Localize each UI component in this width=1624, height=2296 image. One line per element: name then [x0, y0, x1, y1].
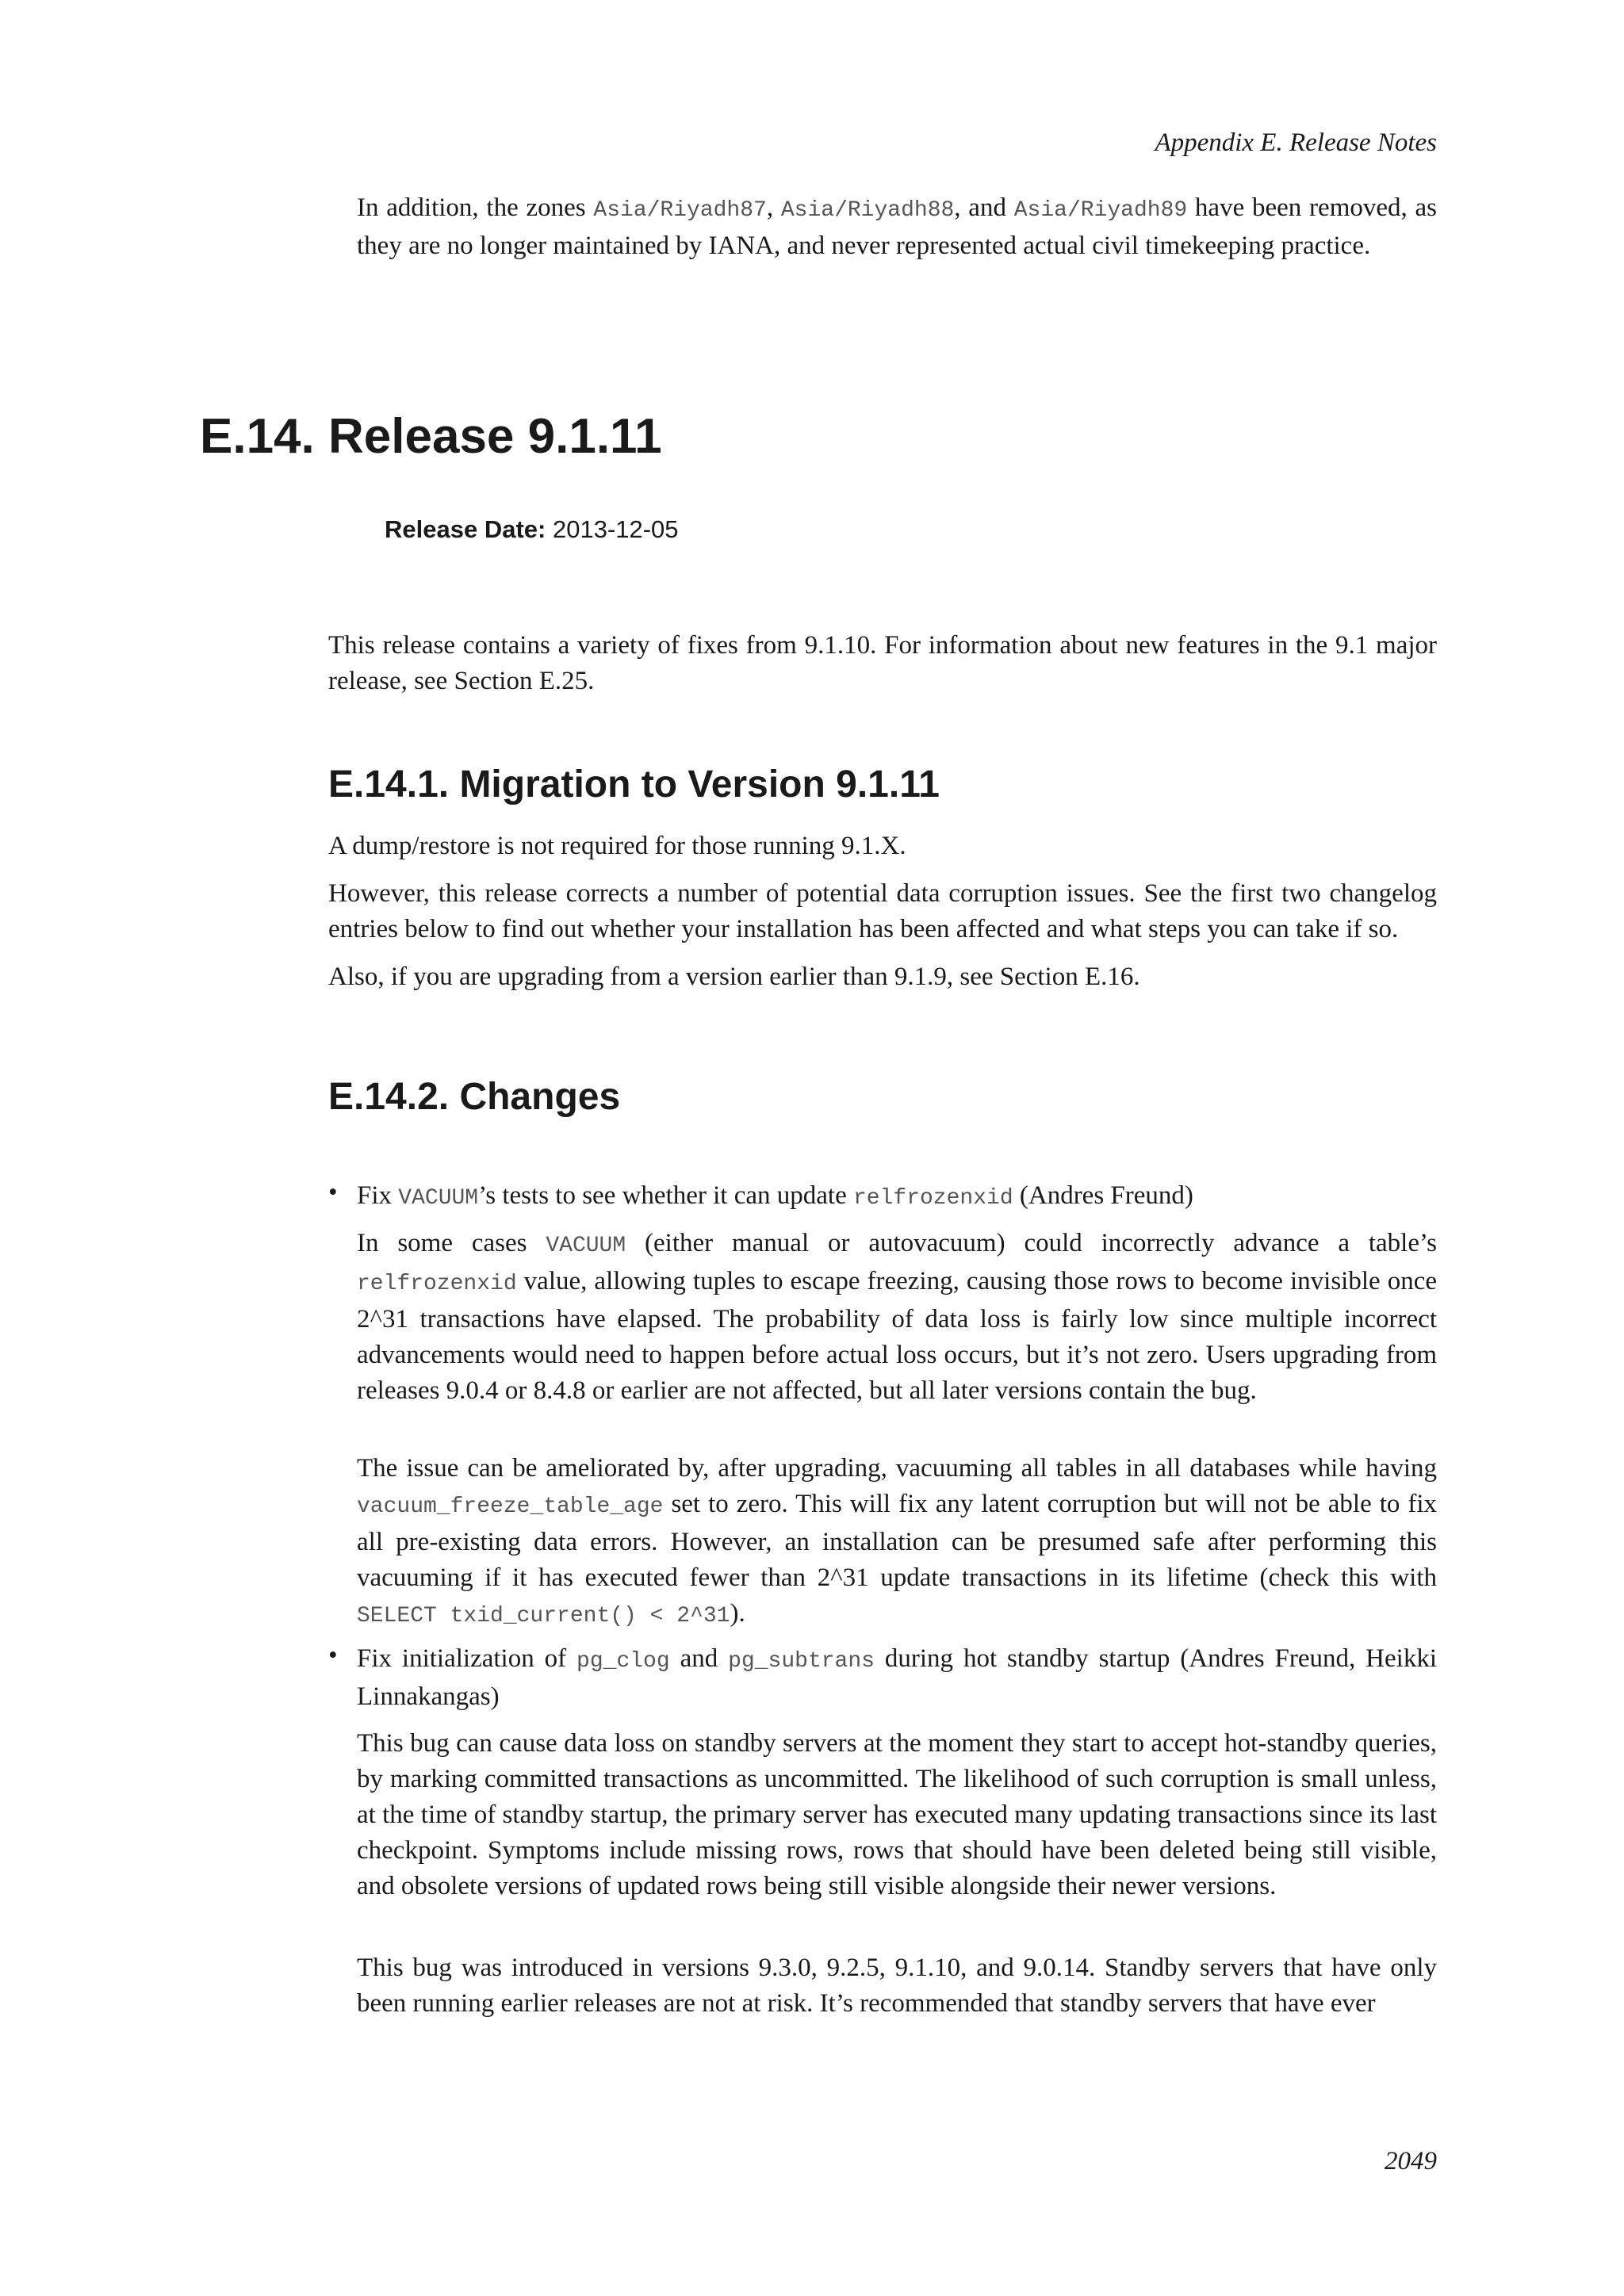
migration-paragraph-2: However, this release corrects a number of potential data corruption issues. See the first two changelog entries below to find out whether your installation has been affected and what steps you can take if so.: [328, 879, 1437, 943]
bullet-2: •: [328, 1641, 338, 1670]
migration-paragraph-3: Also, if you are upgrading from a version earlier than 9.1.9, see Section E.16.: [328, 962, 1140, 991]
zone-riyadh88: Asia/Riyadh88: [780, 198, 955, 223]
change-1-title: Fix VACUUM’s tests to see whether it can update relfrozenxid (Andres Freund): [357, 1181, 1193, 1211]
change-1-paragraph-2: The issue can be ameliorated by, after upgrading, vacuuming all tables in all databases while having vacuum_freeze_table_age set to zero. This will fix any latent corruption but will not be able to fix all pre-existing data errors. However, an installation can be presumed safe after performing this vacuuming if it has executed fewer than 2^31 update transactions in its lifetime (check this with SELECT txid_current() < 2^31).: [357, 1454, 1437, 1628]
release-date-label: Release Date:: [385, 515, 546, 543]
zone-riyadh87: Asia/Riyadh87: [593, 198, 767, 223]
page-number: 2049: [1385, 2147, 1437, 2175]
intro-paragraph: In addition, the zones Asia/Riyadh87, Asia/Riyadh88, and Asia/Riyadh89 have been removed, as they are no longer maintained by IANA, and never represented actual civil timekeeping practice.: [357, 193, 1438, 260]
changes-heading: E.14.2. Changes: [328, 1076, 621, 1118]
change-2-title: Fix initialization of pg_clog and pg_subtrans during hot standby startup (Andres Freund, Heikki Linnakangas): [357, 1644, 1437, 1711]
running-header: Appendix E. Release Notes: [1155, 128, 1437, 157]
code-vacuum: VACUUM: [398, 1186, 479, 1211]
zone-riyadh89: Asia/Riyadh89: [1013, 198, 1188, 223]
code-pg-clog: pg_clog: [576, 1649, 670, 1674]
code-relfrozenxid-2: relfrozenxid: [357, 1272, 517, 1296]
release-date: [385, 515, 679, 544]
release-summary: This release contains a variety of fixes from 9.1.10. For information about new features in the 9.1 major release, see Section E.25.: [328, 631, 1437, 695]
section-title: E.14. Release 9.1.11: [200, 409, 662, 464]
code-relfrozenxid: relfrozenxid: [852, 1186, 1013, 1211]
migration-heading: E.14.1. Migration to Version 9.1.11: [328, 763, 940, 806]
code-select-txid: SELECT txid_current() < 2^31: [357, 1604, 730, 1628]
migration-paragraph-1: A dump/restore is not required for those running 9.1.X.: [328, 832, 906, 860]
code-vacuum-2: VACUUM: [546, 1234, 626, 1258]
change-2-paragraph-2: This bug was introduced in versions 9.3.0, 9.2.5, 9.1.10, and 9.0.14. Standby servers that have only been running earlier releases are not at risk. It’s recommended that standby servers that have ever: [357, 1954, 1437, 2018]
release-date-value: 2013-12-05: [552, 515, 679, 543]
code-pg-subtrans: pg_subtrans: [728, 1649, 875, 1674]
change-2-paragraph-1: This bug can cause data loss on standby servers at the moment they start to accept hot-standby queries, by marking committed transactions as uncommitted. The likelihood of such corruption is small unless, at the time of standby startup, the primary server has executed many updating transactions since its last checkpoint. Symptoms include missing rows, rows that should have been deleted being still visible, and obsolete versions of updated rows being still visible alongside their newer versions.: [357, 1729, 1437, 1900]
code-vacuum-freeze-table-age: vacuum_freeze_table_age: [357, 1494, 664, 1519]
bullet-1: •: [328, 1178, 338, 1207]
change-1-paragraph-1: In some cases VACUUM (either manual or autovacuum) could incorrectly advance a table’s relfrozenxid value, allowing tuples to escape freezing, causing those rows to become invisible once 2^31 transactions have elapsed. The probability of data loss is fairly low since multiple incorrect advancements would need to happen before actual loss occurs, but it’s not zero. Users upgrading from releases 9.0.4 or 8.4.8 or earlier are not affected, but all later versions contain the bug.: [357, 1229, 1437, 1405]
